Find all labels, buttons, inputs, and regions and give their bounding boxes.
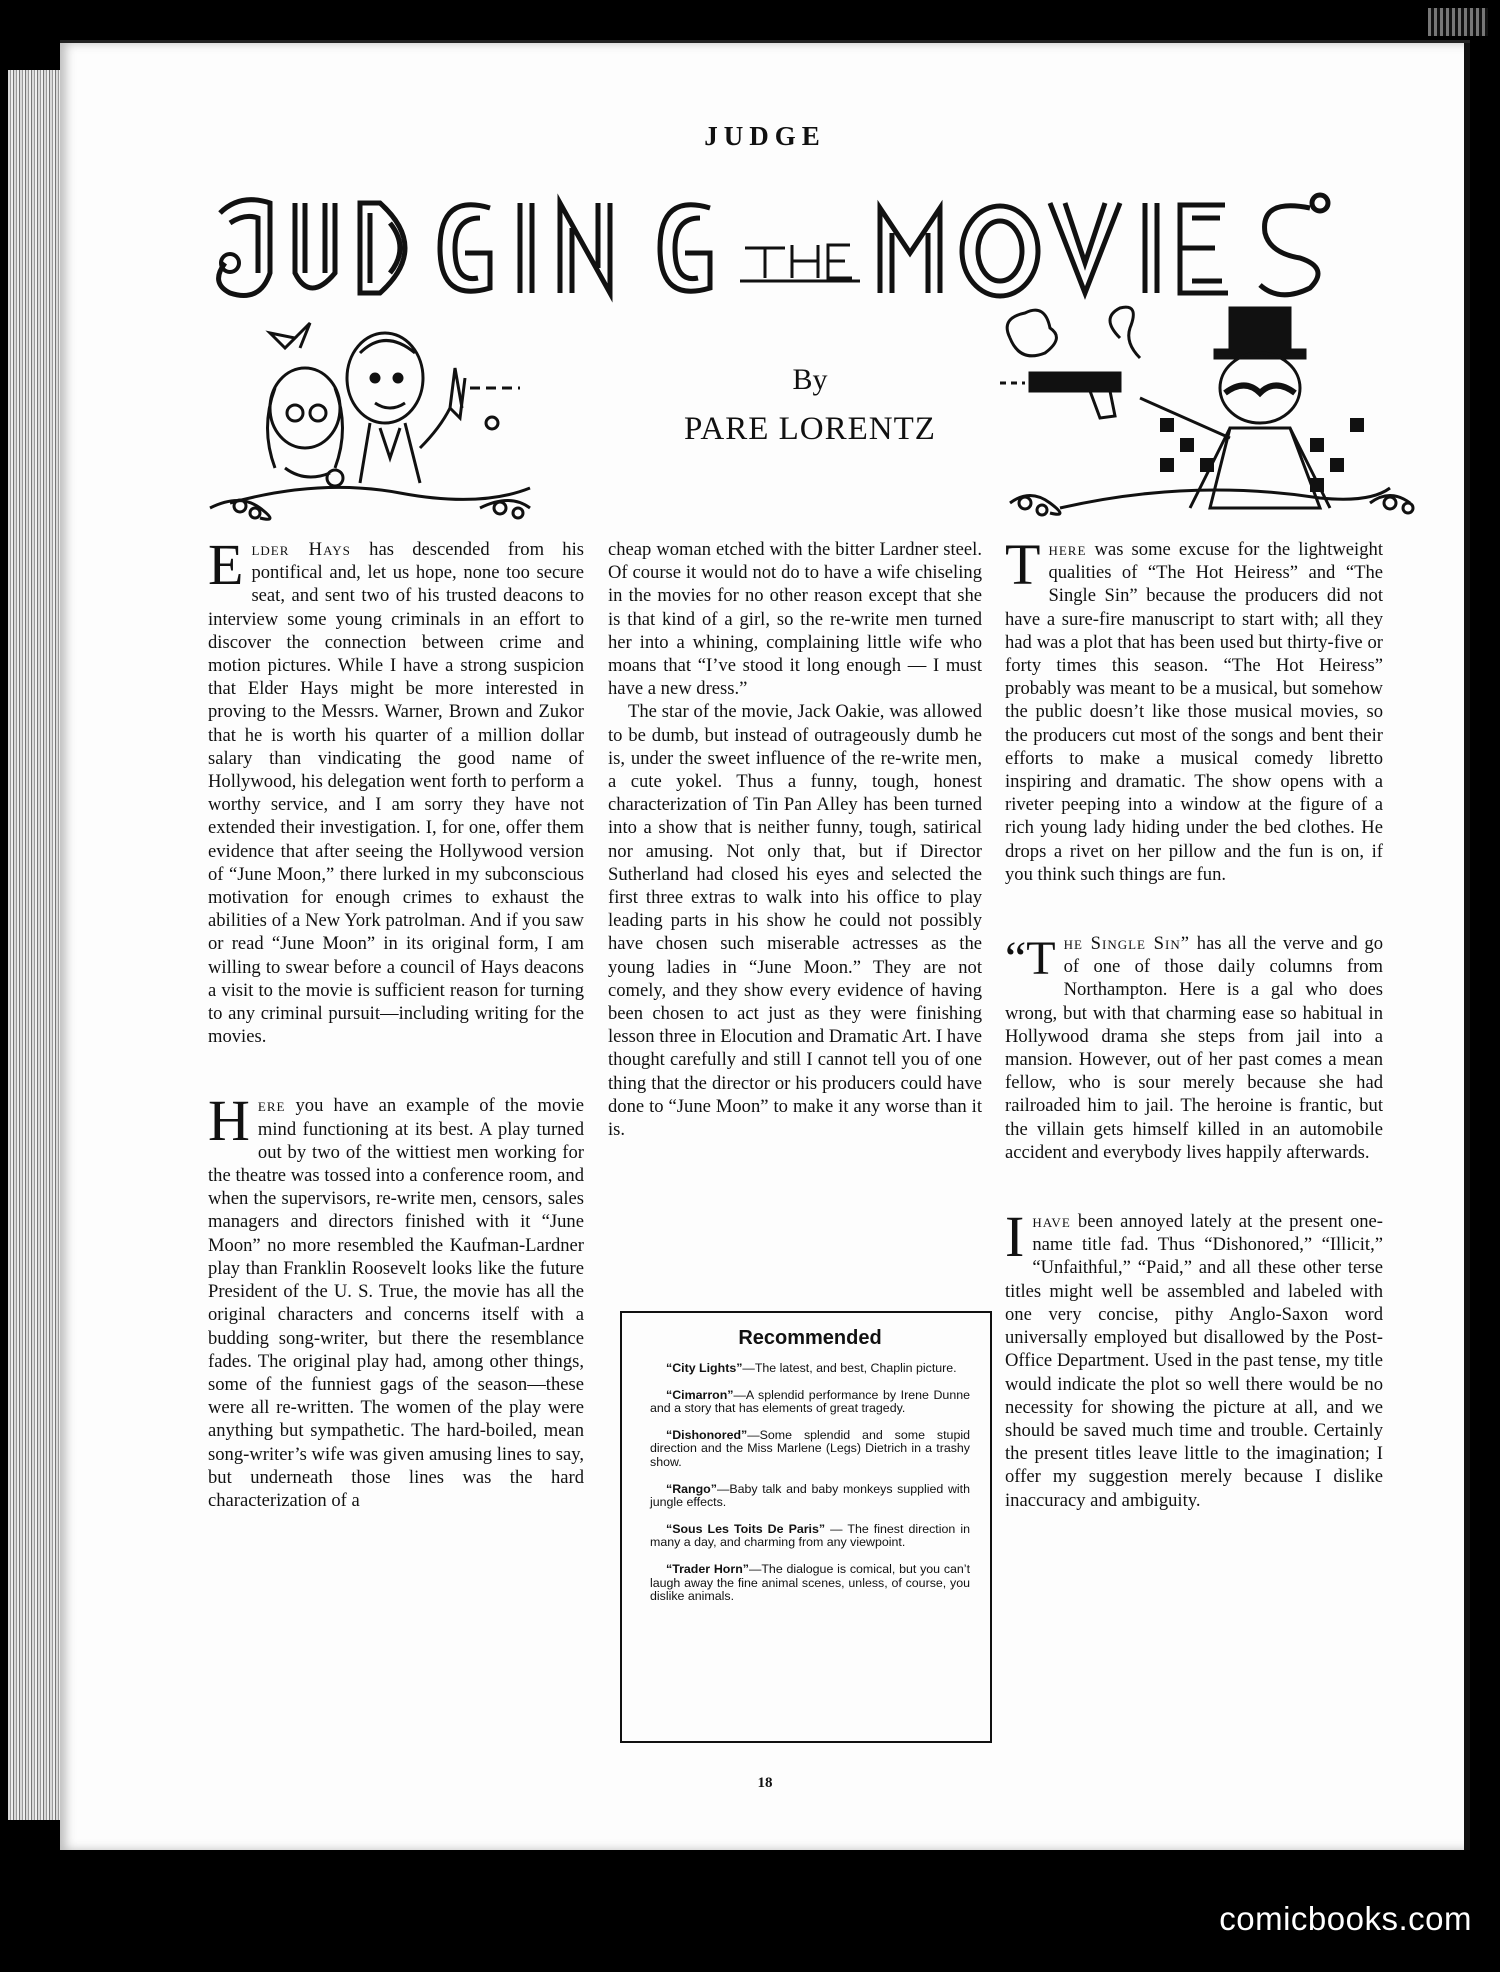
paragraph-text: been annoyed lately at the present one-name title fad. Thus “Dishonored,” “Illicit,” “Unfaithful,” “Paid,” and all these other terse titles might well be assembled and labeled with one very concise, pithy Anglo-Saxon word universally employed but disallowed by the Post-Office Department. Used in the past tense, my title would indicate the plot so well there would be no necessity for showing the picture at all, and we should be saved much time and trouble. Certainly the present titles leave little to the imagination; I offer my suggestion merely because I dislike inaccuracy and ambiguity. — [1005, 1211, 1383, 1511]
recommended-item — [650, 1523, 970, 1550]
article-column-2 — [608, 538, 982, 1141]
column1-paragraph-1 — [208, 532, 584, 1048]
film-title: “Trader Horn” — [666, 1561, 749, 1576]
recommended-item — [650, 1362, 970, 1376]
recommended-item — [650, 1563, 970, 1604]
site-watermark: comicbooks.com — [1219, 1900, 1472, 1937]
lead-smallcaps: here — [1048, 539, 1087, 560]
column2-paragraph-2: The star of the movie, Jack Oakie, was allowed to be dumb, but instead of outrageously dumb he is, under the sweet influence of the re-write men, a cute yokel. Thus a funny, tough, honest characterization of Tin Pan Alley has been turned into a show that is neither funny, tough, satirical nor amusing. Not only that, but if Director Sutherland had closed his eyes and selected the first three extras to walk into his office to play leading parts in his show he could not possibly have chosen such miserable actresses as the young ladies in “June Moon.” They are not comely, and they show every evidence of having been chosen to act just as they were finishing lesson three in Elocution and Dramatic Art. I have thought carefully and still I cannot tell you of one thing that the director or his producers could have done to “June Moon” to make it any worse than it is. — [608, 701, 982, 1141]
recommended-heading: Recommended — [738, 1327, 882, 1349]
film-title: “Cimarron” — [666, 1387, 734, 1402]
paragraph-text: has descended from his pontifical and, let us hope, none too secure seat, and sent two of his trusted deacons to interview some young criminals in an effort to discover the connection between crime and motion pictures. While I have a strong suspicion that Elder Hays might be more interested in proving to the Messrs. Warner, Brown and Zukor that he is worth his quarter of a million dollar salary than vindicating the good name of Hollywood, his delegation went forth to perform a worthy service, and I am sorry they have not extended their investigation. I, for one, offer them evidence that after seeing the Hollywood version of “June Moon,” there lurked in my subconscious motivation for enough crimes to exhaust the abilities of a New York patrolman. And if you saw or read “June Moon” in its original form, I am willing to swear before a council of Hays deacons a visit to the movie is sufficient reason for turning to any criminal pursuit—including writing for the movies. — [208, 539, 584, 1048]
lead-smallcaps: ere — [257, 1095, 286, 1117]
article-column-3 — [1005, 532, 1384, 1512]
film-note: —Some splendid and some stupid direction and the Miss Marlene (Legs) Dietrich in a trashy show. — [650, 1427, 970, 1469]
lead-smallcaps: have — [1032, 1211, 1071, 1233]
lead-smallcaps: he Single Sin” — [1063, 933, 1190, 955]
column3-paragraph-3 — [1005, 1204, 1383, 1512]
page-edge — [1464, 43, 1470, 1850]
film-title: “City Lights” — [666, 1361, 743, 1375]
drop-cap: H — [208, 1088, 250, 1154]
byline-by: By — [792, 363, 828, 396]
paragraph-text: has all the verve and go of one of those daily columns from Northampton. Here is a gal who does wrong, but with that charming ease so habitual in Hollywood drama she steps from jail into a mansion. However, out of her past comes a mean fellow, who is sour merely because she had railroaded him to jail. The heroine is frantic, but the villain gets himself killed in an automobile accident and everybody lives happily afterwards. — [1005, 933, 1384, 1163]
film-note: —The latest, and best, Chaplin picture. — [742, 1361, 957, 1375]
recommended-item — [650, 1483, 970, 1510]
drop-cap: I — [1005, 1204, 1025, 1270]
drop-cap: E — [208, 532, 244, 597]
film-note: — The finest direction in many a day, and charming from any viewpoint. — [650, 1521, 970, 1550]
article-column-1 — [208, 532, 584, 1512]
film-title: “Sous Les Toits De Paris” — [666, 1521, 826, 1536]
film-title: “Dishonored” — [666, 1427, 748, 1442]
page-number: 18 — [757, 1775, 773, 1791]
byline — [620, 363, 1000, 448]
drop-cap: “T — [1005, 932, 1056, 986]
film-note: —A splendid performance by Irene Dunne and a story that has elements of great tragedy. — [650, 1387, 970, 1416]
scan-corner-mark — [1428, 8, 1488, 36]
recommended-box — [620, 1311, 992, 1743]
paragraph-text: you have an example of the movie mind functioning at its best. A play turned out by two of the wittiest men working for the theatre was tossed into a conference room, and when the supervisors, re-write men, censors, sales managers and directors finished with it “June Moon” no more resembled the Kaufman-Lardner play than Franklin Roosevelt looks like the future President of the U. S. True, the movie has all the original characters and concerns itself with a budding song-writer, but there the resemblance fades. The original play had, among other things, some of the funniest gags of the season—these were all re-written. The women of the play were anything but sympathetic. The hard-boiled, mean song-writer’s wife was given amusing lines to say, but underneath those lines was the hard characterization of a — [208, 1095, 584, 1511]
cartoon-right-illustration — [990, 298, 1460, 533]
column3-paragraph-1 — [1005, 532, 1383, 886]
paragraph-text: was some excuse for the lightweight qualities of “The Hot Heiress” and “The Single Sin” because the producers did not have a sure-fire manuscript to start with; all they had was a plot that has been used but thirty-five or forty times this season. “The Hot Heiress” probably was meant to be a musical, but somehow the public doesn’t like those musical movies, so the producers cut most of the songs and bent their efforts to make a musical comedy libretto inspiring and dramatic. The show opens with a riveter peeping into a window at the figure of a rich young lady hiding under the bed clothes. He drops a rivet on her pillow and the fun is on, if you think such things are fun. — [1005, 539, 1383, 885]
film-title: “Rango” — [666, 1481, 717, 1496]
lead-smallcaps: lder Hays — [251, 539, 351, 560]
film-note: —Baby talk and baby monkeys supplied with jungle effects. — [650, 1481, 970, 1510]
recommended-item — [650, 1429, 970, 1470]
title-lettering-art — [200, 173, 1450, 313]
column2-paragraph-1: cheap woman etched with the bitter Lardner steel. Of course it would not do to have a wife chiseling in the movies for no other reason except that she is that kind of a girl, so the re-write men turned her into a whining, complaining little wife who moans that “I’ve stood it long enough — I must have a new dress.” — [608, 539, 982, 700]
cartoon-left-illustration — [200, 308, 650, 533]
film-note: —The dialogue is comical, but you can’t laugh away the fine animal scenes, unless, of course, you dislike animals. — [650, 1561, 971, 1604]
author-name: PARE LORENTZ — [684, 411, 936, 447]
drop-cap: T — [1005, 532, 1041, 597]
magazine-name: JUDGE — [704, 121, 826, 151]
column3-paragraph-2 — [1005, 932, 1383, 1164]
recommended-item — [650, 1389, 970, 1416]
magazine-page — [60, 40, 1470, 1850]
column1-paragraph-2 — [208, 1088, 584, 1512]
